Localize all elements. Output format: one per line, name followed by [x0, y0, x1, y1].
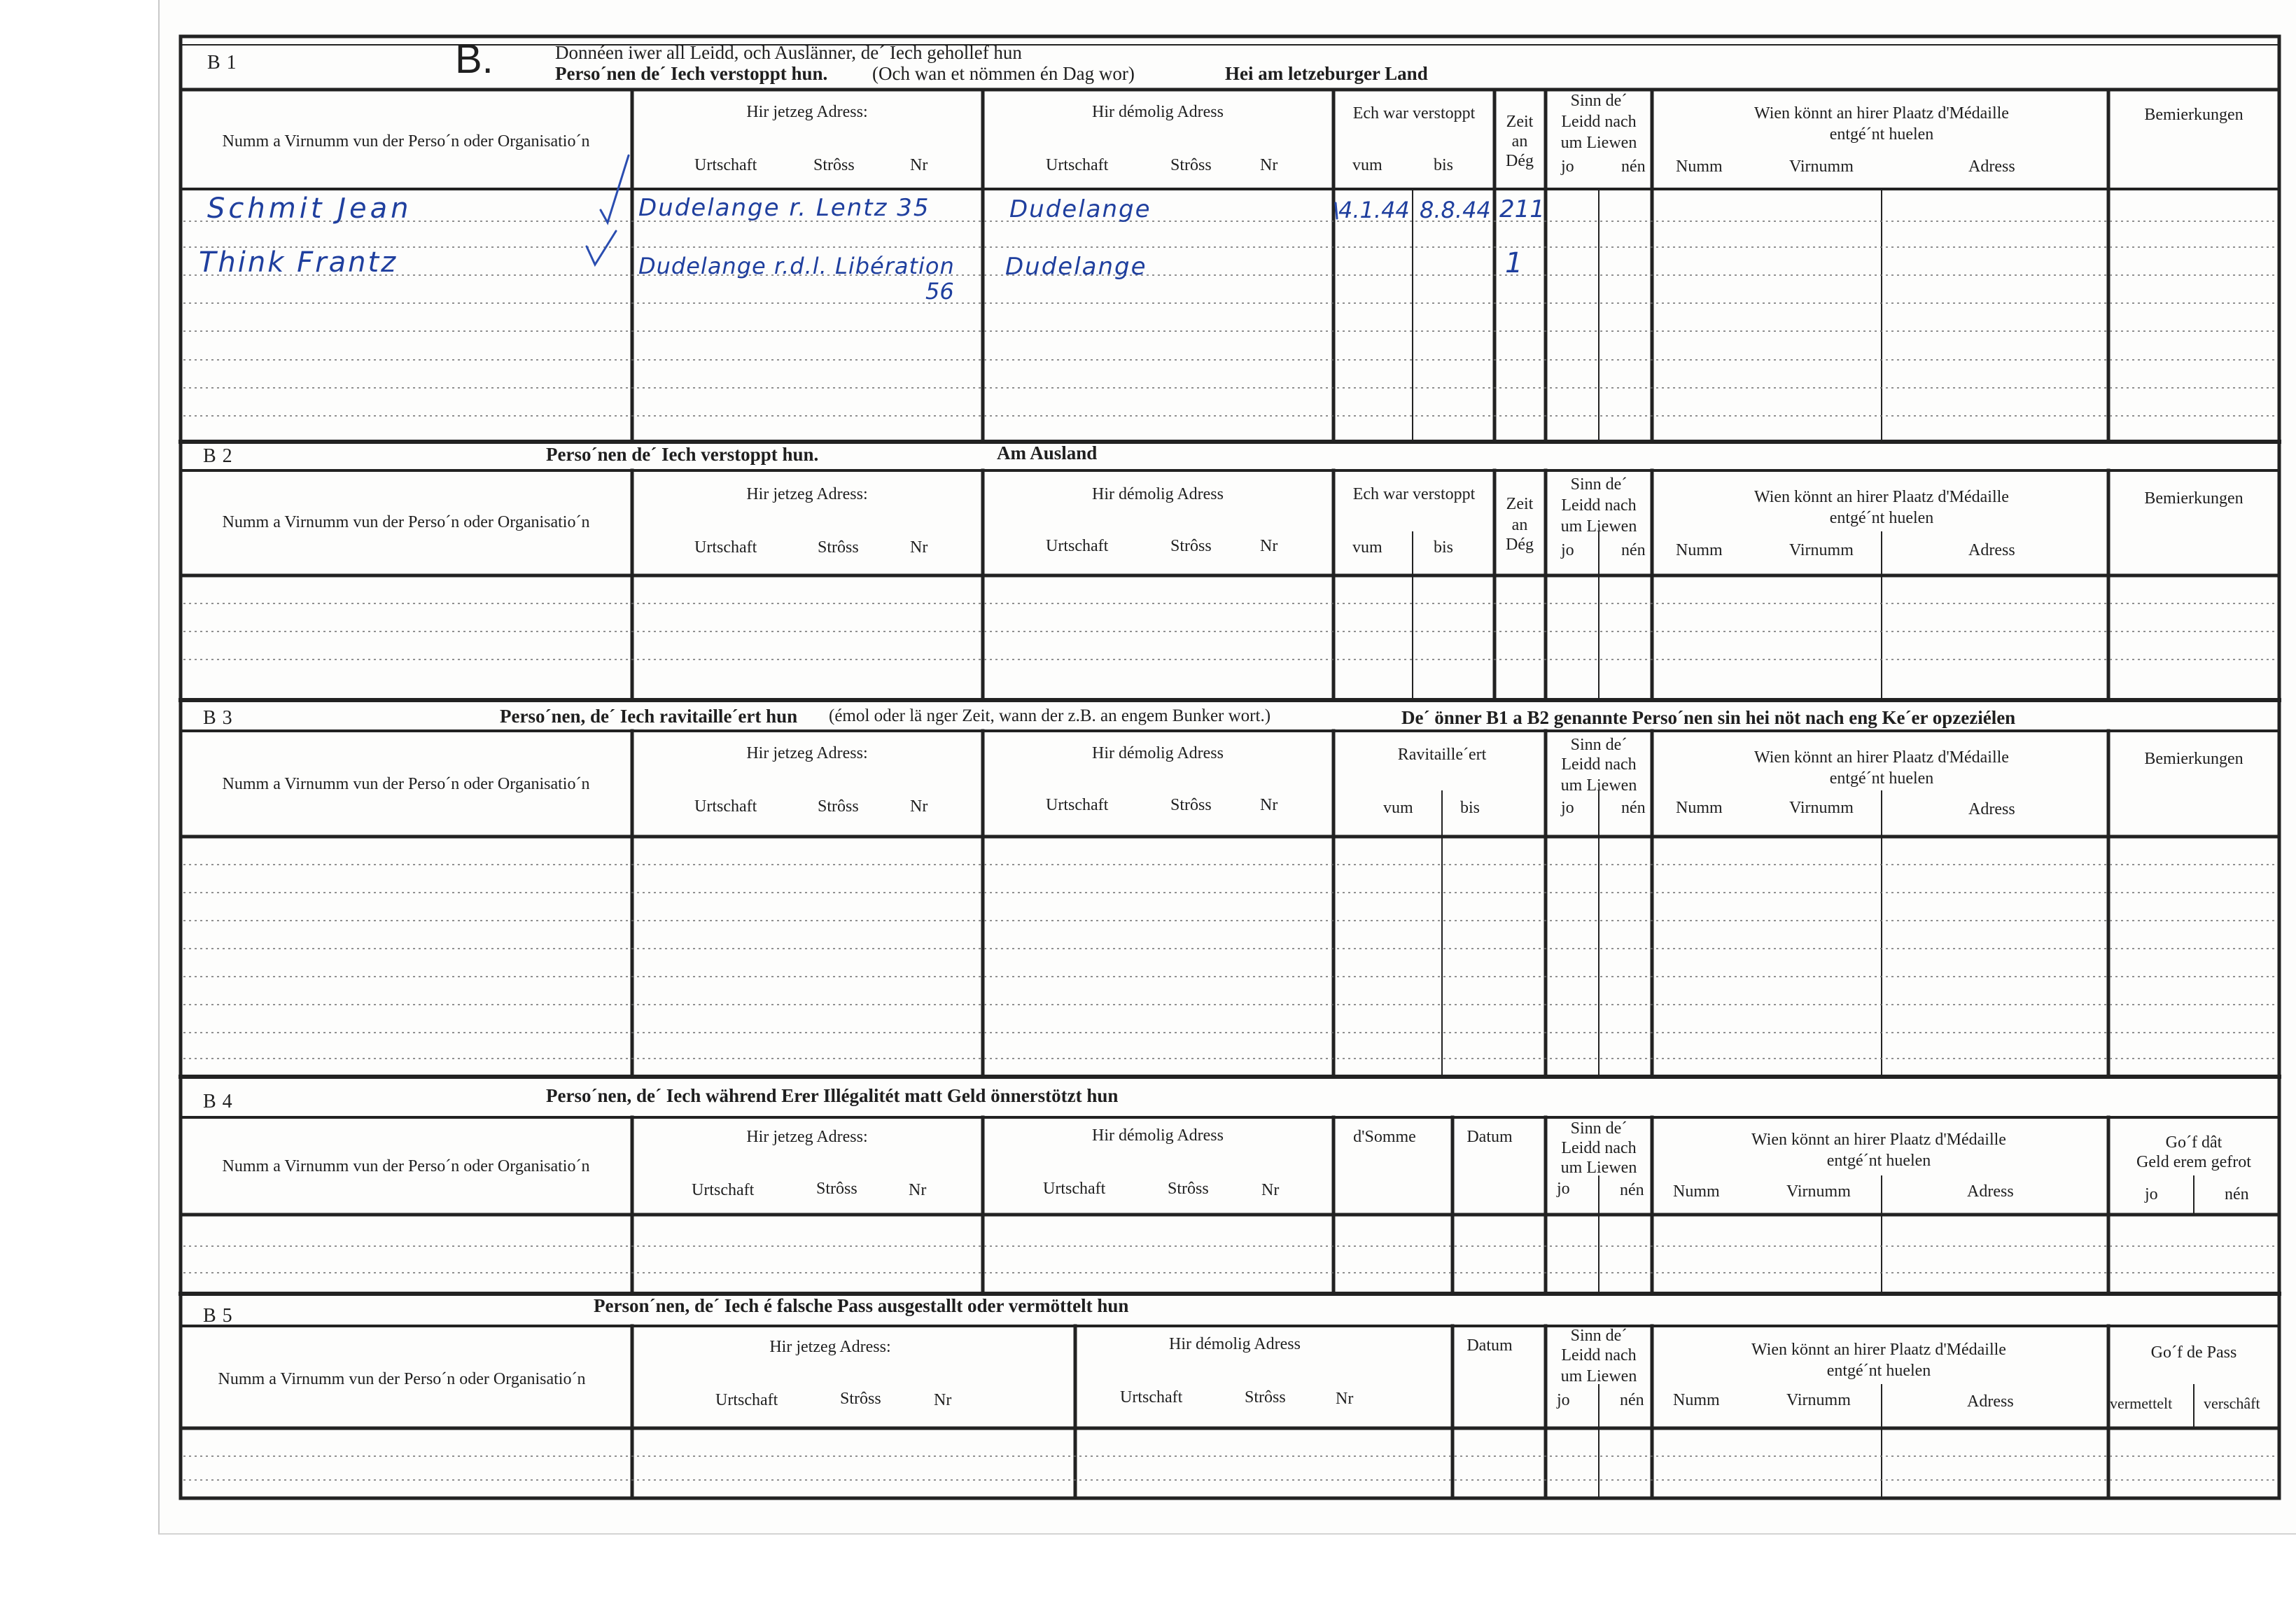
b5-no-header: nén — [1620, 1391, 1644, 1409]
b4-title: Perso´nen, de´ Iech während Erer Illégalitét matt Geld önnerstötzt hun — [546, 1085, 1119, 1106]
b4-date-header: Datum — [1466, 1128, 1513, 1146]
b2-region: Am Ausland — [997, 442, 1098, 463]
b4-alive-l3: um Liewen — [1560, 1159, 1637, 1177]
b4-former-town-header: Urtschaft — [1043, 1180, 1106, 1198]
b1-entry-1-name: Schmit Jean — [207, 193, 412, 225]
b1-entry-2-former: Dudelange — [1005, 253, 1147, 281]
b5-alive-l2: Leidd nach — [1561, 1346, 1637, 1364]
b1-days-l3: Dég — [1506, 152, 1534, 170]
b5-date-header: Datum — [1466, 1336, 1513, 1355]
b4-town-header: Urtschaft — [692, 1181, 755, 1199]
b3-title: Perso´nen, de´ Iech ravitaille´ert hun — [500, 706, 798, 727]
b4-money-yes: jo — [2145, 1185, 2158, 1203]
b5-address-header: Adress — [1967, 1392, 2014, 1411]
b5-medal-l1: Wien könnt an hirer Plaatz d'Médaille — [1751, 1341, 2006, 1359]
b1-from-header: vum — [1352, 156, 1382, 174]
b2-alive-l1: Sinn de´ — [1570, 475, 1628, 494]
b1-remarks-header: Bemierkungen — [2144, 106, 2244, 124]
b1-entry-1-former: Dudelange — [1009, 195, 1152, 223]
b3-town-header: Urtschaft — [694, 797, 757, 816]
b5-town-header: Urtschaft — [715, 1391, 778, 1409]
b5-alive-l3: um Liewen — [1560, 1367, 1637, 1385]
b1-town-header: Urtschaft — [694, 156, 757, 174]
b3-former-town-header: Urtschaft — [1046, 796, 1109, 814]
b1-entry-1-to: 8.8.44 — [1420, 197, 1491, 223]
b1-days-l1: Zeit — [1506, 113, 1534, 131]
b5-pass-mediated: vermettelt — [2110, 1395, 2173, 1412]
b5-former-street-header: Strôss — [1245, 1388, 1286, 1406]
b3-former-address-header: Hir démolig Adress — [1092, 744, 1224, 762]
b3-code: B 3 — [203, 707, 233, 729]
b3-from-header: vum — [1383, 799, 1413, 817]
b5-alive-l1: Sinn de´ — [1570, 1327, 1628, 1345]
b3-former-street-header: Strôss — [1170, 796, 1212, 814]
b5-number-header: Nr — [934, 1391, 952, 1409]
b2-current-address-header: Hir jetzeg Adress: — [746, 485, 868, 503]
b4-medal-l1: Wien könnt an hirer Plaatz d'Médaille — [1751, 1131, 2006, 1149]
b4-no-header: nén — [1620, 1181, 1644, 1199]
b2-to-header: bis — [1434, 538, 1454, 557]
b5-firstname-header: Virnumm — [1786, 1391, 1851, 1409]
b3-note: (émol oder lä nger Zeit, wann der z.B. an engem Bunker wort.) — [829, 706, 1271, 725]
b5-street-header: Strôss — [840, 1390, 881, 1408]
b1-alive-l2: Leidd nach — [1561, 113, 1637, 131]
b3-no-header: nén — [1621, 799, 1646, 817]
b5-former-address-header: Hir démolig Adress — [1169, 1335, 1301, 1353]
b3-remarks-header: Bemierkungen — [2144, 750, 2244, 768]
b2-code: B 2 — [203, 445, 233, 467]
b1-former-street-header: Strôss — [1170, 156, 1212, 174]
b1-former-town-header: Urtschaft — [1046, 156, 1109, 174]
b3-address-header: Adress — [1968, 800, 2015, 818]
b4-alive-l2: Leidd nach — [1561, 1139, 1637, 1157]
b3-street-header: Strôss — [818, 797, 859, 816]
b1-alive-l1: Sinn de´ — [1570, 92, 1628, 110]
b1-title-note: (Och wan et nömmen én Dag wor) — [872, 63, 1135, 84]
b1-surname-header: Numm — [1676, 158, 1723, 176]
b1-code: B 1 — [207, 52, 237, 74]
b4-money-l2: Geld erem gefrot — [2136, 1153, 2251, 1171]
b2-street-header: Strôss — [818, 538, 859, 557]
b1-name-header: Numm a Virnumm vun der Perso´n oder Organisatio´n — [222, 132, 590, 151]
b1-title-line1: Donnéen iwer all Leidd, och Auslänner, de´ Iech gehollef hun — [555, 42, 1022, 63]
b2-former-number-header: Nr — [1260, 537, 1278, 555]
b5-yes-header: jo — [1557, 1391, 1570, 1409]
b2-address-header: Adress — [1968, 541, 2015, 559]
b3-alive-l1: Sinn de´ — [1570, 736, 1628, 754]
b1-number-header: Nr — [910, 156, 928, 174]
b4-medal-l2: entgé´nt huelen — [1826, 1152, 1931, 1170]
b1-medal-l2: entgé´nt huelen — [1829, 125, 1934, 144]
b1-former-address-header: Hir démolig Adress — [1092, 103, 1224, 121]
b1-entry-1-from: 4.1.44 — [1338, 197, 1410, 223]
b3-surname-header: Numm — [1676, 799, 1723, 817]
b2-town-header: Urtschaft — [694, 538, 757, 557]
b5-title: Person´nen, de´ Iech é falsche Pass ausgestallt oder vermöttelt hun — [594, 1295, 1129, 1316]
b5-current-address-header: Hir jetzeg Adress: — [769, 1338, 891, 1356]
b2-medal-l2: entgé´nt huelen — [1829, 509, 1934, 527]
b2-former-town-header: Urtschaft — [1046, 537, 1109, 555]
b3-medal-l2: entgé´nt huelen — [1829, 769, 1934, 788]
b4-money-l1: Go´f dât — [2165, 1133, 2222, 1152]
b2-days-l2: an — [1511, 516, 1528, 534]
b3-firstname-header: Virnumm — [1789, 799, 1854, 817]
b1-entry-1-days: 211 — [1499, 195, 1545, 223]
b2-days-l3: Dég — [1506, 536, 1534, 554]
b5-medal-l2: entgé´nt huelen — [1826, 1362, 1931, 1380]
b2-yes-header: jo — [1561, 541, 1574, 559]
b2-firstname-header: Virnumm — [1789, 541, 1854, 559]
b2-alive-l3: um Liewen — [1560, 517, 1637, 536]
b3-name-header: Numm a Virnumm vun der Perso´n oder Organisatio´n — [222, 775, 590, 793]
b1-no-header: nén — [1621, 158, 1646, 176]
b2-number-header: Nr — [910, 538, 928, 557]
b4-former-address-header: Hir démolig Adress — [1092, 1126, 1224, 1145]
b1-entry-2-days: 1 — [1505, 247, 1523, 279]
b1-hidden-header: Ech war verstoppt — [1352, 104, 1476, 123]
b3-alive-l2: Leidd nach — [1561, 755, 1637, 774]
b4-code: B 4 — [203, 1091, 233, 1112]
b1-to-header: bis — [1434, 156, 1454, 174]
b5-name-header: Numm a Virnumm vun der Perso´n oder Organisatio´n — [218, 1370, 586, 1388]
b1-medal-l1: Wien könnt an hirer Plaatz d'Médaille — [1754, 104, 2009, 123]
b5-former-town-header: Urtschaft — [1120, 1388, 1183, 1406]
b2-hidden-header: Ech war verstoppt — [1352, 485, 1476, 503]
b2-former-street-header: Strôss — [1170, 537, 1212, 555]
b1-entry-2-name: Think Frantz — [199, 246, 398, 279]
b1-firstname-header: Virnumm — [1789, 158, 1854, 176]
b1-days-l2: an — [1511, 132, 1528, 151]
b3-yes-header: jo — [1561, 799, 1574, 817]
b4-yes-header: jo — [1557, 1180, 1570, 1198]
b4-number-header: Nr — [909, 1181, 927, 1199]
b2-title: Perso´nen de´ Iech verstoppt hun. — [546, 444, 819, 465]
b4-current-address-header: Hir jetzeg Adress: — [746, 1128, 868, 1146]
b2-no-header: nén — [1621, 541, 1646, 559]
b5-surname-header: Numm — [1673, 1391, 1720, 1409]
b1-entry-2-current-no: 56 — [925, 278, 954, 305]
b4-money-no: nén — [2225, 1185, 2249, 1203]
b1-yes-header: jo — [1561, 158, 1574, 176]
b4-firstname-header: Virnumm — [1786, 1182, 1851, 1201]
b1-title-line2: Perso´nen de´ Iech verstoppt hun. — [555, 63, 828, 84]
b3-former-number-header: Nr — [1260, 796, 1278, 814]
b1-alive-l3: um Liewen — [1560, 134, 1637, 152]
b3-alive-l3: um Liewen — [1560, 776, 1637, 795]
b4-surname-header: Numm — [1673, 1182, 1720, 1201]
b1-entry-1-current: Dudelange r. Lentz 35 — [638, 194, 930, 222]
b1-current-address-header: Hir jetzeg Adress: — [746, 103, 868, 121]
b2-alive-l2: Leidd nach — [1561, 496, 1637, 515]
b4-address-header: Adress — [1967, 1182, 2014, 1201]
b3-note2: De´ önner B1 a B2 genannte Perso´nen sin hei nöt nach eng Ke´er opzeziélen — [1401, 707, 2016, 728]
b5-code: B 5 — [203, 1305, 233, 1327]
b2-surname-header: Numm — [1676, 541, 1723, 559]
b2-name-header: Numm a Virnumm vun der Perso´n oder Organisatio´n — [222, 513, 590, 531]
b4-former-number-header: Nr — [1261, 1181, 1280, 1199]
b5-former-number-header: Nr — [1336, 1390, 1354, 1408]
section-letter: B. — [455, 36, 493, 82]
b4-alive-l1: Sinn de´ — [1570, 1119, 1628, 1138]
b2-days-l1: Zeit — [1506, 495, 1534, 513]
b3-supplied-header: Ravitaille´ert — [1397, 746, 1487, 764]
b2-former-address-header: Hir démolig Adress — [1092, 485, 1224, 503]
b5-pass-created: verschâft — [2204, 1395, 2260, 1412]
b4-name-header: Numm a Virnumm vun der Perso´n oder Organisatio´n — [222, 1157, 590, 1175]
b1-entry-2-current: Dudelange r.d.l. Libération — [638, 253, 955, 279]
b4-sum-header: d'Somme — [1353, 1128, 1416, 1146]
b4-street-header: Strôss — [816, 1180, 858, 1198]
b4-former-street-header: Strôss — [1168, 1180, 1209, 1198]
b5-pass-header: Go´f de Pass — [2150, 1343, 2237, 1362]
b1-former-number-header: Nr — [1260, 156, 1278, 174]
b2-from-header: vum — [1352, 538, 1382, 557]
b2-medal-l1: Wien könnt an hirer Plaatz d'Médaille — [1754, 488, 2009, 506]
b3-number-header: Nr — [910, 797, 928, 816]
b1-title-region: Hei am letzeburger Land — [1225, 63, 1428, 84]
b3-current-address-header: Hir jetzeg Adress: — [746, 744, 868, 762]
b3-medal-l1: Wien könnt an hirer Plaatz d'Médaille — [1754, 748, 2009, 767]
b1-street-header: Strôss — [813, 156, 855, 174]
b3-to-header: bis — [1460, 799, 1480, 817]
b2-remarks-header: Bemierkungen — [2144, 489, 2244, 508]
b1-address-header: Adress — [1968, 158, 2015, 176]
